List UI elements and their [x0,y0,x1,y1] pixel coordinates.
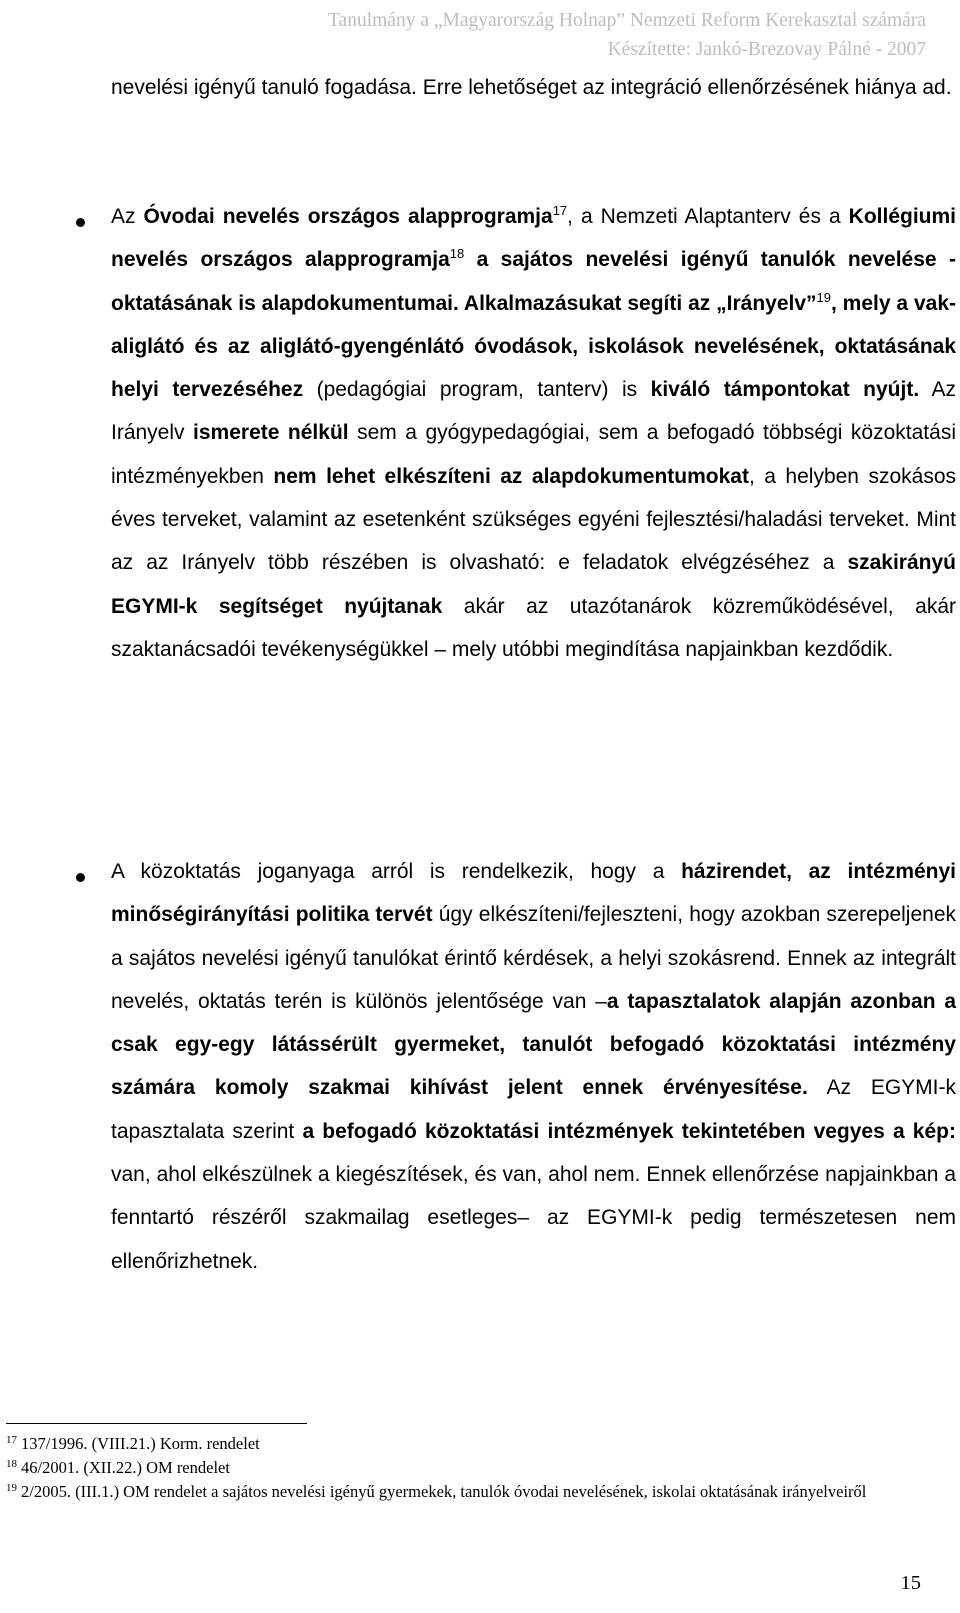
emphasis-text: Óvodai nevelés országos alapprogramja [143,205,553,228]
footnote-18 [6,1456,906,1480]
emphasis-text: a sajátos nevelési igényű tanulók nevelése - oktatásának is alapdokumentumai. Alkalmazásukat segíti az „Irányelv” [111,248,956,315]
bullet-marker [76,873,85,882]
emphasis-text: kiváló támpontokat nyújt. [650,378,920,402]
footnote-number: 18 [6,1457,17,1470]
footnote-number: 19 [6,1481,17,1494]
paragraph-text: akár az utazótanárok közreműködésével, akár szaktanácsadói tevékenységükkel – mely utóbbi megindítása napjainkban kezdődik. [111,594,956,661]
paragraph-text: Az EGYMI-k tapasztalata szerint [111,1076,956,1143]
bullet-paragraph-kozoktatas [111,850,956,1283]
footnote-text: 46/2001. (XII.22.) OM rendelet [21,1458,230,1477]
paragraph-text: sem a gyógypedagógiai, sem a befogadó többségi közoktatási intézményekben [111,421,956,488]
paragraph-text: A közoktatás joganyaga arról is rendelkezik, hogy a [111,860,682,883]
emphasis-text: Kollégiumi nevelés országos alapprogramja [111,205,956,272]
footnote-ref: 17 [552,203,568,218]
paragraph-text: Az [111,205,144,228]
emphasis-text: a tapasztalatok alapján azonban a csak egy-egy látássérült gyermeket, tanulót befogadó közoktatási intézmény számára komoly szakmai kihívást jelent ennek érvényesítése. [111,989,956,1100]
paragraph-text: úgy elkészíteni/fejleszteni, hogy azokban szerepeljenek a sajátos nevelési igényű tanulókat érintő kérdések, a helyi szokásrend. Ennek az integrált nevelés, oktatás terén is különös jelentősége van – [111,903,957,1013]
running-header [328,6,926,64]
paragraph-text: van, ahol elkészülnek a kiegészítések, és van, ahol nem. Ennek ellenőrzése napjainkban a fenntartó részéről szakmailag esetleges– az EGYMI-k pedig természetesen nem ellenőrizhetnek. [111,1163,956,1273]
paragraph-text: (pedagógiai program, tanterv) is [303,378,651,402]
page-number: 15 [900,1572,921,1594]
emphasis-text: nem lehet elkészíteni az alapdokumentumokat [273,464,749,488]
bullet-paragraph-alapprogram [111,195,956,671]
bullet-marker [76,218,85,227]
paragraph-continuation [111,66,956,109]
footnotes [6,1432,906,1504]
emphasis-text: , mely a vak-aliglátó és az aliglátó-gyengénlátó óvodások, iskolások nevelésének, oktatásának helyi tervezéséhez [111,291,956,402]
footnote-text: 137/1996. (VIII.21.) Korm. rendelet [21,1434,260,1453]
emphasis-text: a befogadó közoktatási intézmények tekintetében vegyes a kép: [302,1119,956,1143]
header-author: Készítette: Jankó-Brezovay Pálné - 2007 [607,39,926,60]
footnote-text: 2/2005. (III.1.) OM rendelet a sajátos nevelési igényű gyermekek, tanulók óvodai nevelésének, iskolai oktatásának irányelveiről [21,1482,867,1501]
paragraph-text: Az Irányelv [111,378,957,445]
paragraph-text: , a Nemzeti Alaptanterv és a [567,205,849,228]
emphasis-text: szakirányú EGYMI-k segítséget nyújtanak [111,551,956,618]
footnote-number: 17 [6,1433,17,1446]
footnote-divider [6,1423,307,1424]
footnote-ref: 19 [816,289,831,305]
footnote-17 [6,1432,906,1456]
paragraph-text: nevelési igényű tanuló fogadása. Erre lehetőséget az integráció ellenőrzésének hiánya ad. [111,76,952,99]
emphasis-text: házirendet, az intézményi minőségirányítási politika tervét [111,860,957,927]
footnote-19 [6,1480,906,1504]
footnote-ref: 18 [449,246,465,262]
emphasis-text: ismerete nélkül [193,421,349,445]
header-title: Tanulmány a „Magyarország Holnap” Nemzeti Reform Kerekasztal számára [328,10,926,31]
paragraph-text: , a helyben szokásos éves terveket, valamint az esetenként szükséges egyéni fejlesztési/haladási terveket. Mint az az Irányelv több részében is olvasható: e feladatok elvégzéséhez a [111,464,956,575]
